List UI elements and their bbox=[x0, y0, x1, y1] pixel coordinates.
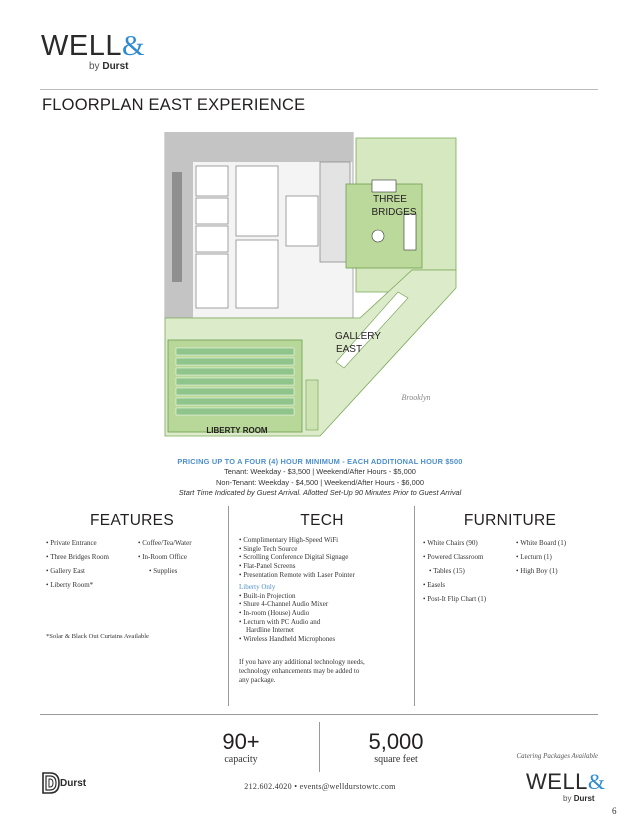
pricing-tenant: Tenant: Weekday - $3,500 | Weekend/After Hours - $5,000 bbox=[224, 467, 416, 476]
brooklyn-label: Brooklyn bbox=[401, 393, 431, 402]
features-column bbox=[42, 512, 222, 642]
liberty-only-heading: Liberty Only bbox=[239, 582, 276, 591]
furniture-item: • High Boy (1) bbox=[516, 564, 566, 578]
floorplan-room-g bbox=[286, 196, 318, 246]
logo-durst: Durst bbox=[102, 61, 129, 72]
page-title: FLOORPLAN EAST EXPERIENCE bbox=[42, 96, 306, 114]
logo-ampersand-footer: & bbox=[587, 769, 606, 794]
gallery-east-label-1: GALLERY bbox=[335, 331, 381, 342]
footer-divider bbox=[40, 714, 598, 715]
tech-item: • Single Tech Source bbox=[239, 545, 408, 554]
furniture-item: • White Board (1) bbox=[516, 536, 566, 550]
features-item: • Liberty Room* bbox=[46, 578, 109, 592]
pricing-non-tenant: Non-Tenant: Weekday - $4,500 | Weekend/After Hours - $6,000 bbox=[216, 477, 424, 487]
logo-ampersand: & bbox=[121, 30, 146, 62]
liberty-side-panel bbox=[306, 380, 318, 430]
floorplan-stair bbox=[172, 172, 182, 282]
features-footnote: *Solar & Black Out Curtains Available bbox=[46, 633, 149, 640]
floorplan-wall-top bbox=[193, 132, 353, 162]
area-label: square feet bbox=[374, 754, 418, 765]
area-stat bbox=[350, 730, 442, 766]
features-heading: FEATURES bbox=[90, 512, 174, 529]
logo-durst-footer: Durst bbox=[573, 794, 595, 803]
area-value: 5,000 bbox=[368, 729, 424, 754]
page-number: 6 bbox=[612, 806, 617, 816]
header-divider bbox=[40, 89, 598, 90]
features-item: • Three Bridges Room bbox=[46, 550, 109, 564]
features-item-cont: • Supplies bbox=[138, 564, 192, 578]
liberty-room-label: LIBERTY ROOM bbox=[206, 426, 268, 435]
three-bridges-label-2: BRIDGES bbox=[371, 207, 417, 218]
tech-liberty-item: • Shure 4-Channel Audio Mixer bbox=[239, 600, 408, 609]
tech-heading: TECH bbox=[300, 512, 344, 529]
tech-item: • Complimentary High-Speed WiFi bbox=[239, 536, 408, 545]
tech-item: • Presentation Remote with Laser Pointer bbox=[239, 571, 408, 580]
tech-liberty-item: • Built-in Projection bbox=[239, 592, 408, 601]
logo-by: by bbox=[89, 61, 100, 72]
pricing-block bbox=[120, 457, 520, 499]
floorplan-room-f bbox=[236, 240, 278, 308]
pricing-note: Start Time Indicated by Guest Arrival. Allotted Set-Up 90 Minutes Prior to Guest Arrival bbox=[178, 488, 462, 497]
three-bridges-label-1: THREE bbox=[373, 194, 407, 205]
floorplan-room-e bbox=[236, 166, 278, 236]
tech-liberty-item: • In-room (House) Audio bbox=[239, 609, 408, 618]
contact-line: 212.602.4020 • events@welldurstowtc.com bbox=[244, 782, 396, 791]
durst-wordmark: Durst bbox=[60, 778, 87, 789]
features-item: • Gallery East bbox=[46, 564, 109, 578]
tech-item: • Scrolling Conference Digital Signage bbox=[239, 553, 408, 562]
tech-liberty-item: • Lecturn with PC Audio and bbox=[239, 618, 408, 627]
features-item: • In-Room Office bbox=[138, 550, 192, 564]
column-divider-1 bbox=[228, 506, 229, 706]
furniture-item: • White Chairs (90) bbox=[423, 536, 486, 550]
tech-note: If you have any additional technology needs, technology enhancements may be added to any package. bbox=[239, 657, 365, 684]
furniture-column bbox=[420, 512, 600, 616]
features-item: • Coffee/Tea/Water bbox=[138, 536, 192, 550]
furniture-item: • Easels bbox=[423, 578, 486, 592]
column-divider-2 bbox=[414, 506, 415, 706]
tech-liberty-item-cont: Hardline Internet bbox=[246, 626, 295, 635]
floorplan-core bbox=[320, 162, 350, 262]
three-bridges-seat bbox=[372, 230, 384, 242]
stats-divider bbox=[319, 722, 320, 772]
well-by-durst-logo-footer bbox=[526, 769, 606, 806]
furniture-item: • Lecturn (1) bbox=[516, 550, 566, 564]
tech-item: • Flat-Panel Screens bbox=[239, 562, 408, 571]
logo-wordmark: WELL bbox=[41, 30, 122, 62]
capacity-value: 90+ bbox=[222, 729, 260, 754]
floorplan-room-b bbox=[196, 198, 228, 224]
well-by-durst-logo bbox=[41, 30, 146, 74]
capacity-stat bbox=[196, 730, 286, 766]
logo-by-footer: by bbox=[563, 794, 572, 803]
capacity-label: capacity bbox=[224, 754, 258, 765]
floorplan-room-a bbox=[196, 166, 228, 196]
three-bridges-table bbox=[404, 214, 416, 250]
floorplan-room-d bbox=[196, 254, 228, 308]
floorplan-diagram bbox=[160, 132, 466, 450]
furniture-item: • Post-It Flip Chart (1) bbox=[423, 592, 486, 606]
furniture-heading: FURNITURE bbox=[463, 512, 557, 529]
liberty-seats bbox=[176, 348, 294, 415]
three-bridges-cabinet bbox=[372, 180, 396, 192]
furniture-item-cont: • Tables (15) bbox=[423, 564, 486, 578]
features-item: • Private Entrance bbox=[46, 536, 109, 550]
floorplan-room-c bbox=[196, 226, 228, 252]
furniture-item: • Powered Classroom bbox=[423, 550, 486, 564]
pricing-headline: PRICING UP TO A FOUR (4) HOUR MINIMUM - EACH ADDITIONAL HOUR $500 bbox=[177, 457, 463, 466]
gallery-east-label-2: EAST bbox=[335, 344, 363, 355]
tech-liberty-item: • Wireless Handheld Microphones bbox=[239, 635, 408, 644]
logo-wordmark-footer: WELL bbox=[526, 769, 588, 794]
tech-column bbox=[236, 512, 408, 685]
catering-note: Catering Packages Available bbox=[516, 752, 598, 760]
